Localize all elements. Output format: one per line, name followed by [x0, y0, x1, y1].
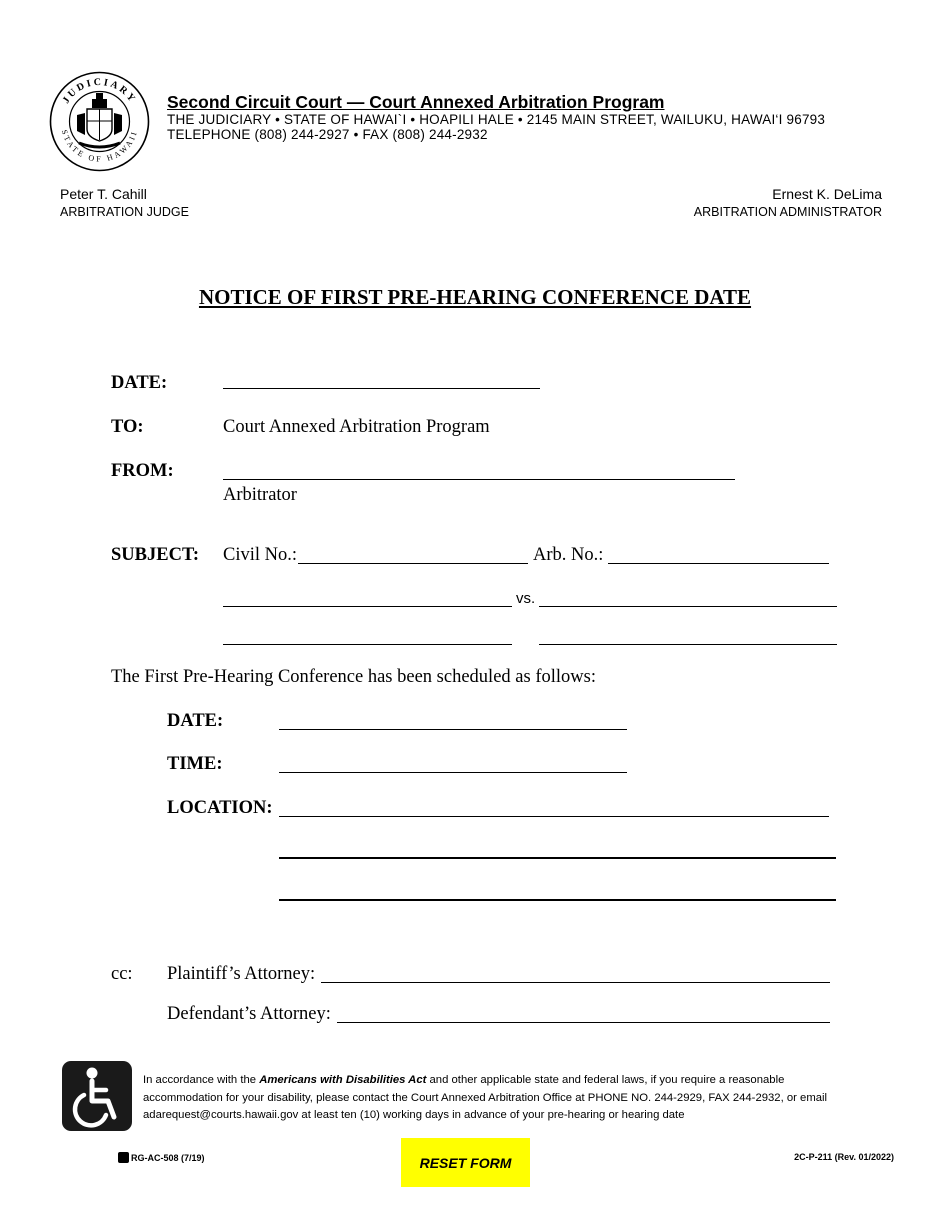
judiciary-seal — [49, 71, 150, 172]
defendant-attorney-label: Defendant’s Attorney: — [167, 1004, 331, 1024]
conference-location-label: LOCATION: — [167, 798, 273, 818]
document-title: NOTICE OF FIRST PRE-HEARING CONFERENCE DATE — [198, 285, 752, 309]
judge-name: Peter T. Cahill — [60, 186, 147, 202]
civil-no-field[interactable] — [298, 563, 528, 564]
ada-notice-post: and other applicable state and federal laws, if you require a reasonable accommodation for your disability, please contact the Court Annexed Arbitration Office at PHONE NO. 244-2929, FAX 244-2932, or email adarequest@courts.hawaii.gov at least ten (10) working days in advance of your pre-hearing or hearing date — [143, 1074, 828, 1121]
judge-title: ARBITRATION JUDGE — [60, 205, 189, 219]
conference-time-label: TIME: — [167, 754, 223, 774]
seal-top-text: JUDICIARY — [60, 76, 139, 106]
admin-title: ARBITRATION ADMINISTRATOR — [693, 205, 882, 219]
location-field-3[interactable] — [279, 899, 836, 901]
admin-name: Ernest K. DeLima — [772, 186, 882, 202]
vs-label: vs. — [516, 590, 536, 607]
cc-label: cc: — [111, 964, 133, 984]
schedule-intro: The First Pre-Hearing Conference has been scheduled as follows: — [111, 667, 596, 687]
civil-no-label: Civil No.: — [223, 545, 298, 565]
plaintiff-attorney-field[interactable] — [321, 982, 830, 983]
location-field-2[interactable] — [279, 857, 836, 859]
court-title: Second Circuit Court — Court Annexed Arbitration Program — [167, 92, 665, 112]
location-field-1[interactable] — [279, 816, 829, 817]
arbitrator-label: Arbitrator — [223, 485, 297, 505]
plaintiff-name-field[interactable] — [223, 606, 512, 607]
conference-time-field[interactable] — [279, 772, 627, 773]
arb-no-label: Arb. No.: — [533, 545, 604, 565]
conference-date-label: DATE: — [167, 711, 224, 731]
to-label: TO: — [111, 417, 144, 437]
arb-no-field[interactable] — [608, 563, 829, 564]
wheelchair-mini-icon — [118, 1152, 129, 1163]
ada-notice-pre: In accordance with the — [143, 1074, 260, 1086]
subject-label: SUBJECT: — [111, 545, 200, 565]
reset-form-button[interactable]: RESET FORM — [401, 1138, 530, 1187]
plaintiff-attorney-label: Plaintiff’s Attorney: — [167, 964, 316, 984]
court-phone: TELEPHONE (808) 244-2927 • FAX (808) 244-2932 — [167, 127, 488, 142]
court-address: THE JUDICIARY • STATE OF HAWAI`I • HOAPILI HALE • 2145 MAIN STREET, WAILUKU, HAWAI‘I 96793 — [167, 112, 826, 127]
ada-badge — [62, 1061, 132, 1131]
date-field[interactable] — [223, 388, 540, 389]
defendant-attorney-field[interactable] — [337, 1022, 830, 1023]
form-code-left-text: RG-AC-508 (7/19) — [131, 1153, 205, 1163]
state-seal-icon — [49, 71, 150, 172]
to-value: Court Annexed Arbitration Program — [223, 417, 490, 437]
defendant-name-field[interactable] — [539, 606, 837, 607]
plaintiff-name-field-2[interactable] — [223, 644, 512, 645]
defendant-name-field-2[interactable] — [539, 644, 837, 645]
ada-notice — [143, 1072, 858, 1125]
arbitrator-field[interactable] — [223, 479, 735, 480]
wheelchair-icon — [62, 1061, 132, 1131]
from-label: FROM: — [111, 461, 174, 481]
ada-act-name: Americans with Disabilities Act — [259, 1074, 427, 1086]
conference-date-field[interactable] — [279, 729, 627, 730]
date-label: DATE: — [111, 373, 168, 393]
form-code-right: 2C-P-211 (Rev. 01/2022) — [794, 1152, 894, 1162]
seal-bottom-text: STATE OF HAWAII — [59, 128, 140, 164]
form-code-left — [118, 1152, 205, 1163]
